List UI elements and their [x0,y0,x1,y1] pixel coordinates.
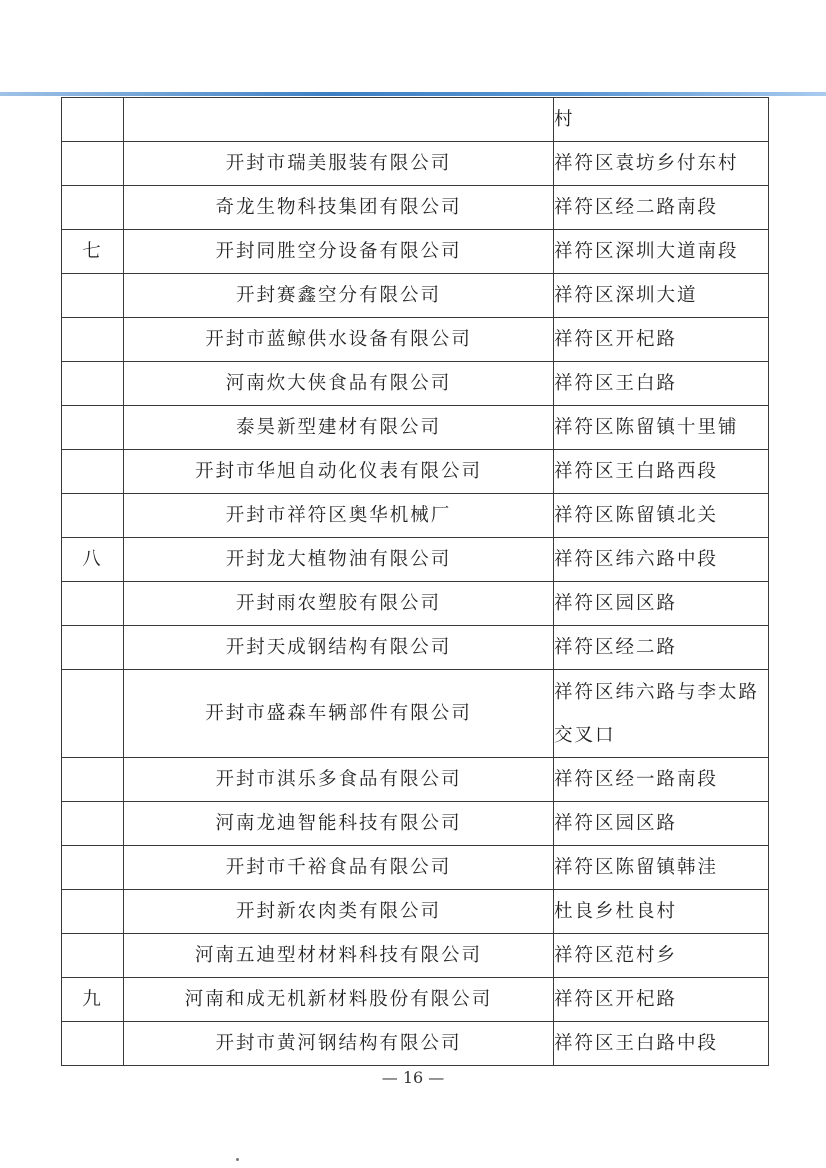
group-number-cell [62,670,124,758]
table-row [62,934,769,978]
group-number-cell: 九 [62,978,124,1022]
company-name-cell: 开封同胜空分设备有限公司 [124,230,554,274]
group-number-cell [62,362,124,406]
company-name-cell: 开封新农肉类有限公司 [124,890,554,934]
table-row [62,582,769,626]
address-cell: 祥符区范村乡 [554,934,769,978]
group-number-cell [62,274,124,318]
company-name-cell: 河南和成无机新材料股份有限公司 [124,978,554,1022]
table-row [62,538,769,582]
address-cell: 祥符区深圳大道 [554,274,769,318]
group-number-cell [62,406,124,450]
company-name-cell: 开封市黄河钢结构有限公司 [124,1022,554,1066]
company-name-cell: 泰昊新型建材有限公司 [124,406,554,450]
group-number-cell: 七 [62,230,124,274]
group-number-cell [62,494,124,538]
company-name-cell: 开封赛鑫空分有限公司 [124,274,554,318]
table-row [62,1022,769,1066]
group-number-cell [62,890,124,934]
table-row [62,362,769,406]
table-row [62,274,769,318]
table-row [62,450,769,494]
company-name-cell: 河南炊大侠食品有限公司 [124,362,554,406]
group-number-cell [62,934,124,978]
company-name-cell: 开封市祥符区奥华机械厂 [124,494,554,538]
address-cell: 祥符区陈留镇韩洼 [554,846,769,890]
address-cell: 祥符区经二路南段 [554,186,769,230]
company-name-cell: 开封市蓝鲸供水设备有限公司 [124,318,554,362]
table-row [62,670,769,758]
table-row [62,978,769,1022]
group-number-cell [62,846,124,890]
table-row [62,626,769,670]
table-row [62,230,769,274]
address-cell: 祥符区袁坊乡付东村 [554,142,769,186]
group-number-cell [62,318,124,362]
table-row [62,406,769,450]
address-cell: 祥符区陈留镇十里铺 [554,406,769,450]
address-cell: 祥符区深圳大道南段 [554,230,769,274]
company-name-cell: 开封天成钢结构有限公司 [124,626,554,670]
company-address-table [61,97,769,1066]
table-row [62,186,769,230]
company-name-cell: 开封市淇乐多食品有限公司 [124,758,554,802]
group-number-cell [62,98,124,142]
company-name-cell: 开封市千裕食品有限公司 [124,846,554,890]
group-number-cell [62,1022,124,1066]
table-row [62,494,769,538]
scan-edge-line [0,92,826,96]
address-cell: 祥符区王白路西段 [554,450,769,494]
address-cell: 祥符区陈留镇北关 [554,494,769,538]
group-number-cell [62,186,124,230]
address-cell: 祥符区纬六路中段 [554,538,769,582]
company-name-cell: 河南五迪型材材料科技有限公司 [124,934,554,978]
table-row [62,98,769,142]
group-number-cell [62,802,124,846]
group-number-cell [62,582,124,626]
company-name-cell: 开封雨农塑胶有限公司 [124,582,554,626]
scan-speck [236,1158,239,1161]
group-number-cell [62,758,124,802]
company-name-cell: 河南龙迪智能科技有限公司 [124,802,554,846]
company-name-cell [124,98,554,142]
address-cell: 杜良乡杜良村 [554,890,769,934]
table-row [62,802,769,846]
group-number-cell [62,626,124,670]
address-cell: 祥符区园区路 [554,582,769,626]
address-cell: 祥符区开杞路 [554,318,769,362]
page-number: — 16 — [381,1068,445,1087]
address-cell: 祥符区经一路南段 [554,758,769,802]
company-name-cell: 开封市瑞美服装有限公司 [124,142,554,186]
address-cell: 祥符区王白路 [554,362,769,406]
company-name-cell: 开封市华旭自动化仪表有限公司 [124,450,554,494]
table-row [62,142,769,186]
group-number-cell [62,142,124,186]
address-cell: 祥符区经二路 [554,626,769,670]
group-number-cell: 八 [62,538,124,582]
company-name-cell: 开封龙大植物油有限公司 [124,538,554,582]
address-cell: 祥符区园区路 [554,802,769,846]
address-cell: 祥符区开杞路 [554,978,769,1022]
table-row [62,758,769,802]
company-name-cell: 奇龙生物科技集团有限公司 [124,186,554,230]
company-name-cell: 开封市盛森车辆部件有限公司 [124,670,554,758]
address-cell: 祥符区王白路中段 [554,1022,769,1066]
table-row [62,846,769,890]
address-cell: 村 [554,98,769,142]
table-row [62,890,769,934]
group-number-cell [62,450,124,494]
address-text: 祥符区纬六路与李太路交叉口 [554,681,760,746]
table-row [62,318,769,362]
address-cell [554,670,769,758]
